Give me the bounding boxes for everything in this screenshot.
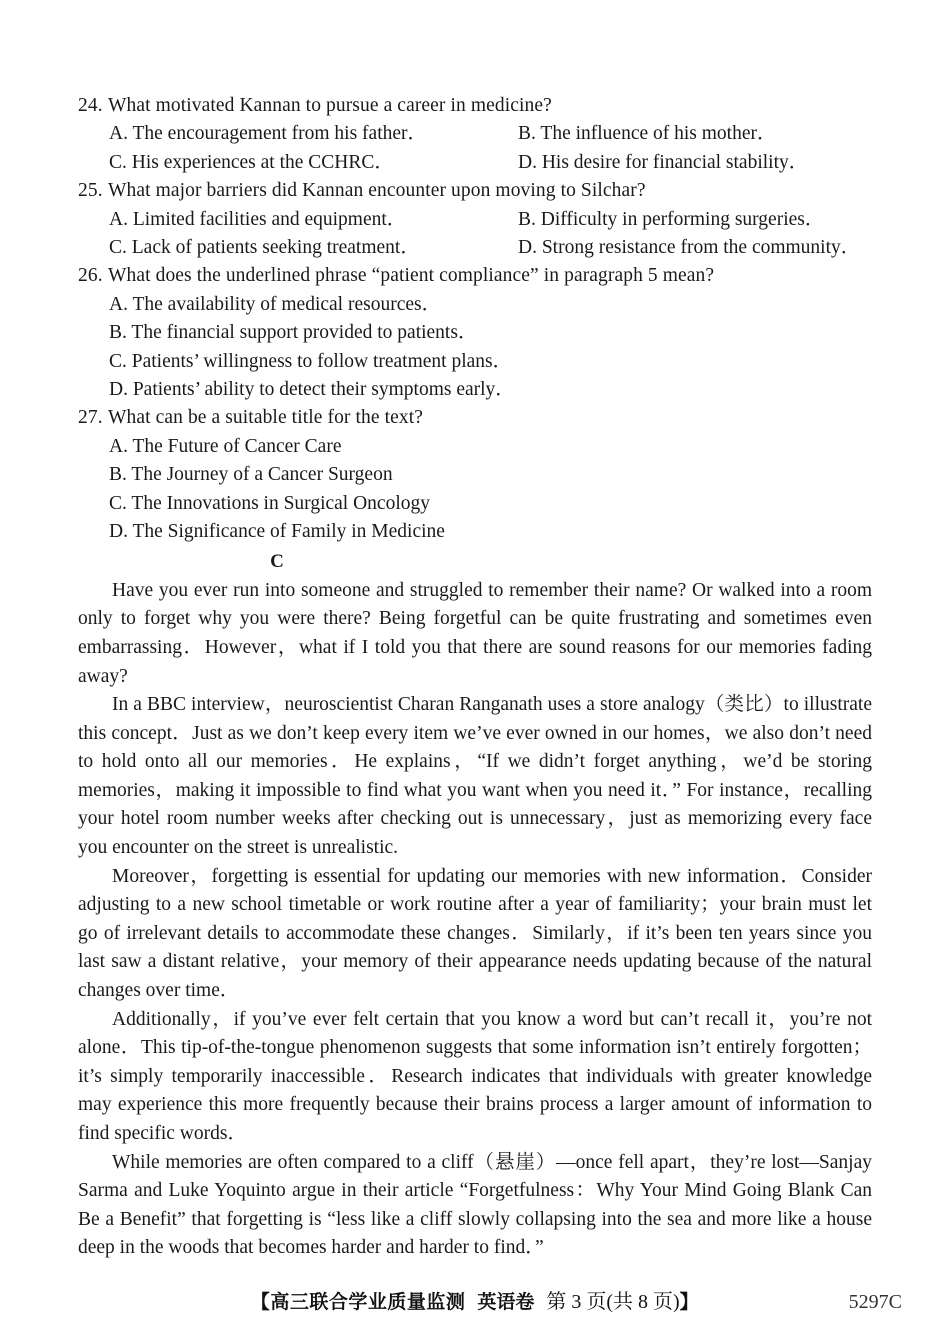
footer-page-number: 第 3 页(共 8 页)	[546, 1291, 680, 1313]
question-25-options-row-1	[78, 206, 872, 234]
passage-paragraph-2: In a BBC interview，neuroscientist Charan Ranganath uses a store analogy（类比）to illustrate this concept．Just as we don’t keep every item we’ve ever owned in our homes，we also don’t need to hold onto all our memories．He explains，“If we didn’t forget anything，we’d be storing memories，making it impossible to find what you want when you need it．” For instance，recalling your hotel room number weeks after checking out is unnecessary，just as memorizing every face you encounter on the street is unrealistic.	[78, 694, 872, 859]
question-25	[78, 177, 872, 262]
question-26-text: What does the underlined phrase “patient compliance” in paragraph 5 mean?	[108, 265, 715, 287]
footer-bracket-close: 】	[679, 1291, 700, 1313]
footer-center-block	[0, 1285, 950, 1319]
passage-section-letter: C	[270, 551, 284, 573]
question-25-options-row-2	[78, 234, 872, 262]
question-24-options-row-2	[78, 149, 872, 177]
page-content	[78, 92, 872, 1263]
passage-paragraph-5: While memories are often compared to a cliff（悬崖）—once fell apart，they’re lost—Sanjay Sarma and Luke Yoquinto argue in their article “Forgetfulness：Why Your Mind Going Blank Can Be a Benefit” that forgetting is “less like a cliff slowly collapsing into the sea and more like a house deep in the woods that becomes harder and harder to find．”	[78, 1151, 872, 1259]
question-25-number: 25.	[78, 180, 103, 202]
question-27-text: What can be a suitable title for the text?	[108, 407, 423, 429]
question-24-option-d[interactable]: D. His desire for financial stability．	[518, 151, 809, 173]
passage-paragraph-4: Additionally，if you’ve ever felt certain that you know a word but can’t recall it，you’re not alone．This tip-of-the-tongue phenomenon suggests that some information isn’t entirely forgotten；it’s simply temporarily inaccessible．Research indicates that individuals with greater knowledge may experience this more frequently because their brains process a larger amount of information to find specific words．	[78, 1008, 872, 1144]
question-24	[78, 92, 872, 177]
question-24-text: What motivated Kannan to pursue a career in medicine?	[108, 95, 552, 116]
question-27-option-a[interactable]: A. The Future of Cancer Care	[109, 435, 342, 457]
question-25-stem	[78, 177, 872, 205]
question-26	[78, 262, 872, 404]
question-26-option-a[interactable]: A. The availability of medical resources．	[109, 293, 442, 315]
question-24-option-a[interactable]: A. The encouragement from his father．	[109, 123, 428, 145]
question-26-option-b[interactable]: B. The financial support provided to patients．	[109, 322, 478, 344]
page-footer	[0, 1285, 950, 1319]
footer-paper-code: 5297C	[848, 1291, 902, 1313]
question-26-number: 26.	[78, 265, 103, 287]
question-25-option-a[interactable]: A. Limited facilities and equipment．	[109, 208, 407, 230]
question-27-option-d[interactable]: D. The Significance of Family in Medicine	[109, 520, 445, 542]
question-24-options-row-1	[78, 120, 872, 148]
question-24-number: 24.	[78, 95, 103, 116]
question-24-stem	[78, 92, 872, 120]
question-27	[78, 404, 872, 546]
footer-bracket-open: 【	[250, 1291, 271, 1313]
question-25-text: What major barriers did Kannan encounter upon moving to Silchar?	[108, 180, 646, 202]
question-26-option-c[interactable]: C. Patients’ willingness to follow treatment plans．	[109, 350, 513, 372]
passage-paragraph-3: Moreover，forgetting is essential for updating our memories with new information．Consider adjusting to a new school timetable or work routine after a year of familiarity；your brain must let go of irrelevant details to accommodate these changes．Similarly，if it’s been ten years since you last saw a distant relative，your memory of their appearance needs updating because of the natural changes over time．	[78, 865, 872, 1002]
passage-paragraph-1: Have you ever run into someone and struggled to remember their name? Or walked into a room only to forget why you were there? Being forgetful can be quite frustrating and sometimes even embarrassing．However，what if I told you that there are sound reasons for our memories fading away?	[78, 579, 872, 687]
question-25-option-d[interactable]: D. Strong resistance from the community．	[518, 236, 861, 258]
footer-subject: 英语卷	[477, 1291, 535, 1313]
question-27-option-c[interactable]: C. The Innovations in Surgical Oncology	[109, 492, 430, 514]
question-27-number: 27.	[78, 407, 103, 429]
question-27-option-b[interactable]: B. The Journey of a Cancer Surgeon	[109, 464, 393, 486]
question-26-stem	[78, 262, 872, 290]
question-24-option-c[interactable]: C. His experiences at the CCHRC．	[109, 151, 394, 173]
footer-exam-title: 高三联合学业质量监测	[270, 1291, 466, 1313]
question-26-option-d[interactable]: D. Patients’ ability to detect their symptoms early．	[109, 378, 515, 400]
question-27-stem	[78, 404, 872, 432]
question-24-option-b[interactable]: B. The influence of his mother．	[518, 123, 777, 145]
question-25-option-b[interactable]: B. Difficulty in performing surgeries．	[518, 208, 825, 230]
question-25-option-c[interactable]: C. Lack of patients seeking treatment．	[109, 236, 420, 258]
